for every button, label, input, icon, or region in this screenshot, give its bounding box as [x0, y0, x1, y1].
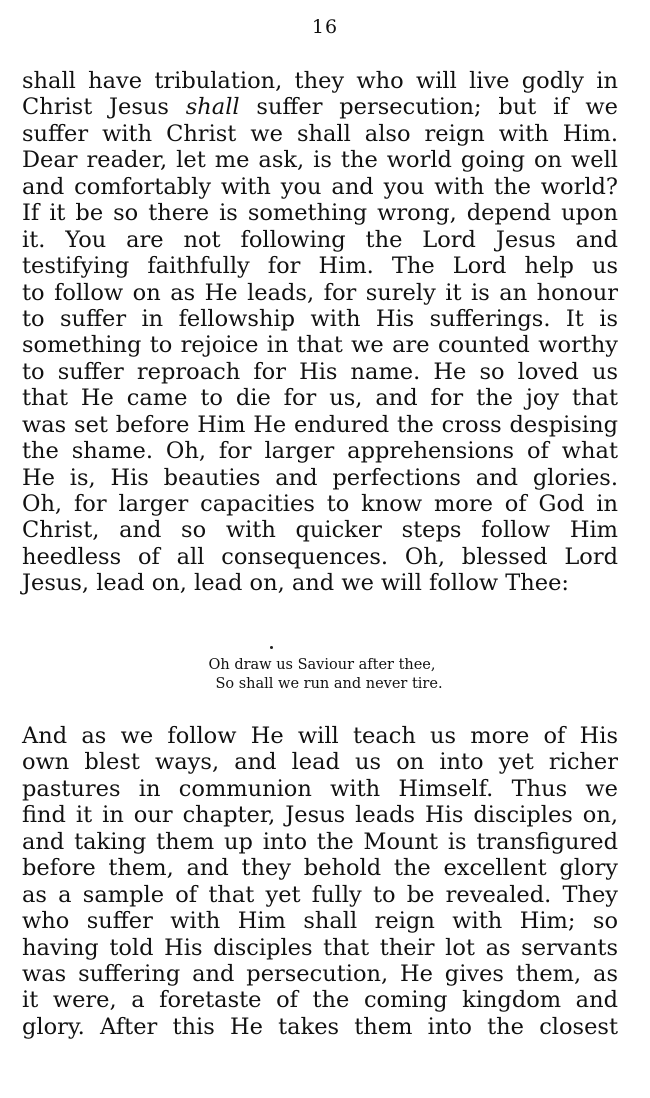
text-line: find it in our chapter, Jesus leads His disciples on, [22, 802, 618, 829]
text-line: And as we follow He will teach us more of His [22, 723, 618, 749]
text-line: shall have tribulation, they who will live godly in [22, 68, 618, 94]
text-line: to follow on as He leads, for surely it is an honour [22, 279, 618, 306]
text-line: own blest ways, and lead us on into yet richer [22, 749, 618, 776]
text-line: Jesus, lead on, lead on, and we will follow Thee: [22, 570, 569, 597]
text-line: was suffering and persecution, He gives them, as [22, 960, 618, 987]
text-line: Oh, for larger capacities to know more of God in [22, 491, 618, 517]
paragraph-1 [22, 68, 618, 597]
text-line: suffer with Christ we shall also reign with Him. [22, 120, 618, 147]
text-line: that He came to die for us, and for the joy that [22, 385, 618, 412]
text-line: pastures in communion with Himself. Thus we [22, 775, 618, 802]
text-line: and taking them up into the Mount is transfigured [22, 828, 618, 855]
text-line: He is, His beauties and perfections and glories. [22, 464, 618, 491]
ink-dot [270, 646, 273, 649]
text-line: it. You are not following the Lord Jesus and [22, 226, 618, 253]
text-line: to suffer in fellowship with His sufferings. It is [22, 305, 618, 332]
text-line [22, 94, 618, 120]
page-number: 16 [311, 16, 339, 38]
text-line: Christ, and so with quicker steps follow Him [22, 517, 618, 544]
text-segment: Christ Jesus [22, 94, 186, 121]
text-segment: suffer persecution; but if we [239, 94, 618, 121]
text-line: glory. After this He takes them into the closest [22, 1013, 618, 1040]
text-line: to suffer reproach for His name. He so loved us [22, 358, 618, 385]
verse-line: So shall we run and never tire. [215, 676, 443, 692]
paragraph-2 [22, 723, 618, 1040]
text-line: Dear reader, let me ask, is the world going on well [22, 147, 618, 174]
text-line: who suffer with Him shall reign with Him; so [22, 908, 618, 935]
text-line: heedless of all consequences. Oh, blessed Lord [22, 543, 618, 570]
text-line: something to rejoice in that we are counted worthy [22, 332, 618, 359]
verse-line: Oh draw us Saviour after thee, [208, 657, 436, 673]
text-line: was set before Him He endured the cross despising [22, 411, 618, 438]
text-line: and comfortably with you and you with the world? [22, 173, 618, 200]
text-line: If it be so there is something wrong, depend upon [22, 200, 618, 227]
text-line: the shame. Oh, for larger apprehensions of what [22, 438, 618, 465]
text-line: before them, and they behold the excellent glory [22, 855, 618, 882]
text-line: having told His disciples that their lot as servants [22, 934, 618, 961]
text-line: it were, a foretaste of the coming kingdom and [22, 987, 618, 1014]
text-line: as a sample of that yet fully to be revealed. They [22, 881, 618, 908]
verse-quote [0, 656, 650, 694]
text-line: testifying faithfully for Him. The Lord help us [22, 253, 618, 280]
italic-emphasis: shall [185, 94, 240, 121]
